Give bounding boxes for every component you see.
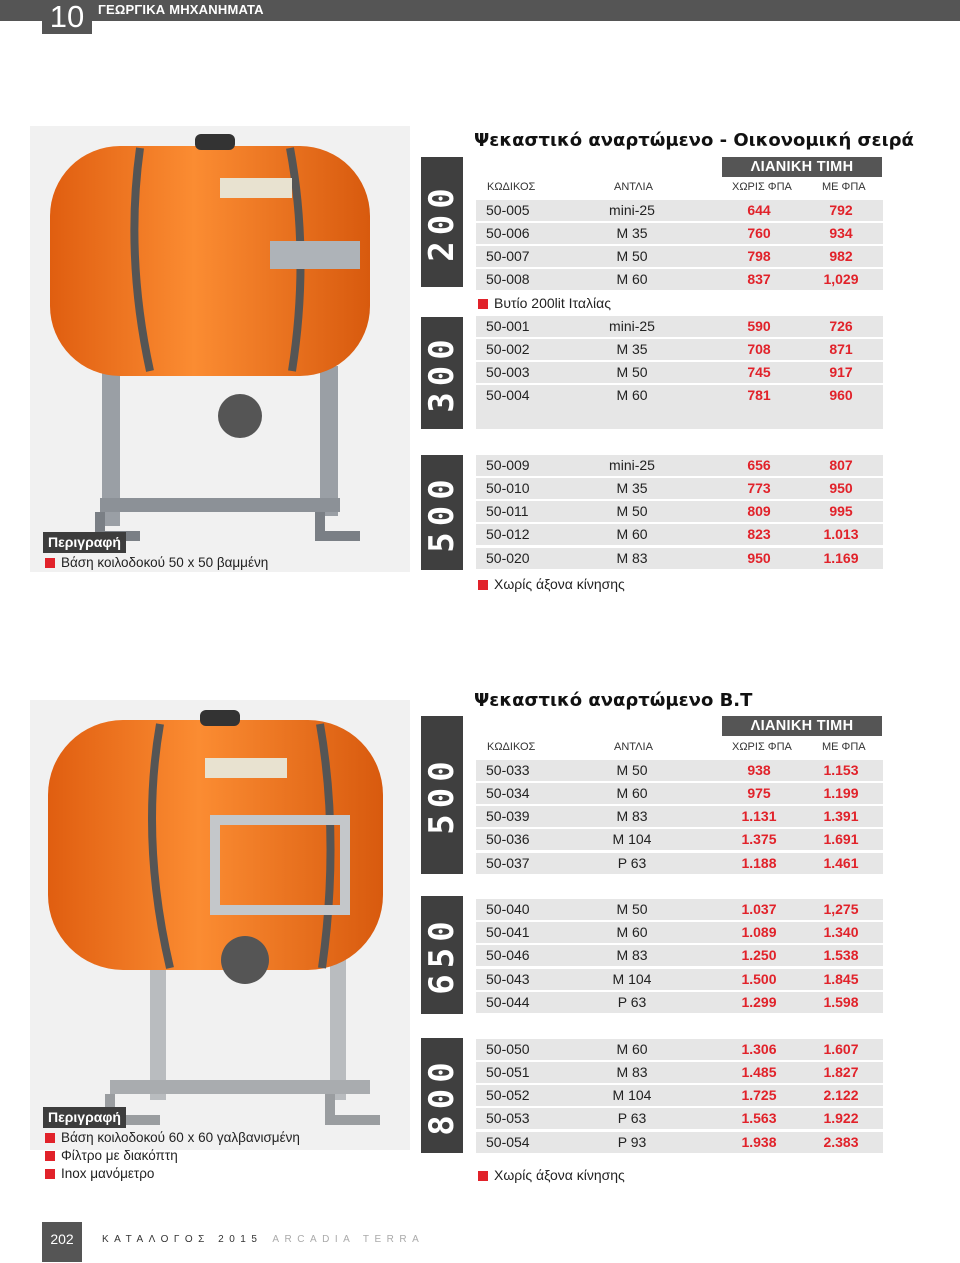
col-code: ΚΩΔΙΚΟΣ [487, 741, 536, 753]
table-row: 50-037 P 63 1.188 1.461 [476, 853, 883, 874]
table-row: 50-043 M 104 1.500 1.845 [476, 969, 883, 990]
table-row: 50-010 M 35 773 950 [476, 478, 883, 499]
capacity-label-500: 500 [421, 455, 463, 570]
description-title-2: Περιγραφή [43, 1107, 126, 1128]
bullet-square-icon [45, 1169, 55, 1179]
col-net: ΧΩΡΙΣ ΦΠΑ [732, 741, 792, 753]
bullet-square-icon [45, 558, 55, 568]
product-title-2: Ψεκαστικό αναρτώμενο B.T [474, 690, 753, 711]
product-photo-2 [30, 700, 410, 1150]
col-pump: ΑΝΤΛΙΑ [614, 181, 653, 193]
col-pump: ΑΝΤΛΙΑ [614, 741, 653, 753]
note-no-axle-1: Χωρίς άξονα κίνησης [478, 575, 625, 593]
description-item: Inox μανόμετρο [45, 1165, 154, 1182]
table-row: 50-039 M 83 1.131 1.391 [476, 806, 883, 827]
table-row: 50-005 mini-25 644 792 [476, 200, 883, 221]
table-row: 50-044 P 63 1.299 1.598 [476, 992, 883, 1013]
capacity-label-800: 800 [421, 1038, 463, 1153]
table-row: 50-036 M 104 1.375 1.691 [476, 829, 883, 850]
table-row: 50-012 M 60 823 1.013 [476, 524, 883, 545]
table-row: 50-006 M 35 760 934 [476, 223, 883, 244]
chapter-number: 10 [42, 0, 92, 34]
description-title-1: Περιγραφή [43, 532, 126, 553]
col-gross: ΜΕ ΦΠΑ [822, 741, 866, 753]
capacity-label-300: 300 [421, 317, 463, 429]
table-row: 50-020 M 83 950 1.169 [476, 548, 883, 569]
table-row: 50-050 M 60 1.306 1.607 [476, 1039, 883, 1060]
table-row: 50-034 M 60 975 1.199 [476, 783, 883, 804]
product-title-1: Ψεκαστικό αναρτώμενο - Οικονομική σειρά [474, 130, 914, 151]
description-item: Βάση κοιλοδοκού 60 x 60 γαλβανισμένη [45, 1129, 300, 1146]
table-row: 50-004 M 60 781 960 [476, 385, 883, 429]
capacity-label-200: 200 [421, 157, 463, 287]
capacity-label-500: 500 [421, 716, 463, 874]
table-row: 50-011 M 50 809 995 [476, 501, 883, 522]
table-row: 50-041 M 60 1.089 1.340 [476, 922, 883, 943]
table-row: 50-051 M 83 1.485 1.827 [476, 1062, 883, 1083]
bullet-square-icon [478, 299, 488, 309]
product-photo-1 [30, 126, 410, 572]
bullet-square-icon [478, 580, 488, 590]
col-net: ΧΩΡΙΣ ΦΠΑ [732, 181, 792, 193]
capacity-label-650: 650 [421, 896, 463, 1014]
table-row: 50-007 M 50 798 982 [476, 246, 883, 267]
table-row: 50-054 P 93 1.938 2.383 [476, 1132, 883, 1153]
table-row: 50-053 P 63 1.563 1.922 [476, 1108, 883, 1129]
table-row: 50-002 M 35 708 871 [476, 339, 883, 360]
table-row: 50-033 M 50 938 1.153 [476, 760, 883, 781]
col-gross: ΜΕ ΦΠΑ [822, 181, 866, 193]
note-no-axle-2: Χωρίς άξονα κίνησης [478, 1166, 625, 1184]
table-row: 50-003 M 50 745 917 [476, 362, 883, 383]
table-row: 50-008 M 60 837 1,029 [476, 269, 883, 290]
footer-brand: ARCADIA TERRA [272, 1234, 425, 1245]
table-row: 50-009 mini-25 656 807 [476, 455, 883, 476]
sprayer-tank-image [30, 126, 410, 572]
sprayer-tank-image-galvanized [30, 700, 410, 1150]
bullet-square-icon [45, 1133, 55, 1143]
bullet-square-icon [45, 1151, 55, 1161]
table-row: 50-040 M 50 1.037 1,275 [476, 899, 883, 920]
description-item: Βάση κοιλοδοκού 50 x 50 βαμμένη [45, 554, 268, 571]
note-italy: Βυτίο 200lit Ιταλίας [478, 294, 611, 312]
table-row: 50-052 M 104 1.725 2.122 [476, 1085, 883, 1106]
table-row: 50-001 mini-25 590 726 [476, 316, 883, 337]
description-item: Φίλτρο με διακόπτη [45, 1147, 178, 1164]
footer-page-number: 202 [42, 1222, 82, 1262]
section-title: ΓΕΩΡΓΙΚΑ ΜΗΧΑΝΗΜΑΤΑ [98, 2, 264, 17]
col-code: ΚΩΔΙΚΟΣ [487, 181, 536, 193]
table-row: 50-046 M 83 1.250 1.538 [476, 945, 883, 966]
retail-price-header: ΛΙΑΝΙΚΗ ΤΙΜΗ [722, 716, 882, 736]
bullet-square-icon [478, 1171, 488, 1181]
footer-catalog: ΚΑΤΑΛΟΓΟΣ 2015 ARCADIA TERRA [102, 1234, 425, 1245]
retail-price-header: ΛΙΑΝΙΚΗ ΤΙΜΗ [722, 157, 882, 177]
